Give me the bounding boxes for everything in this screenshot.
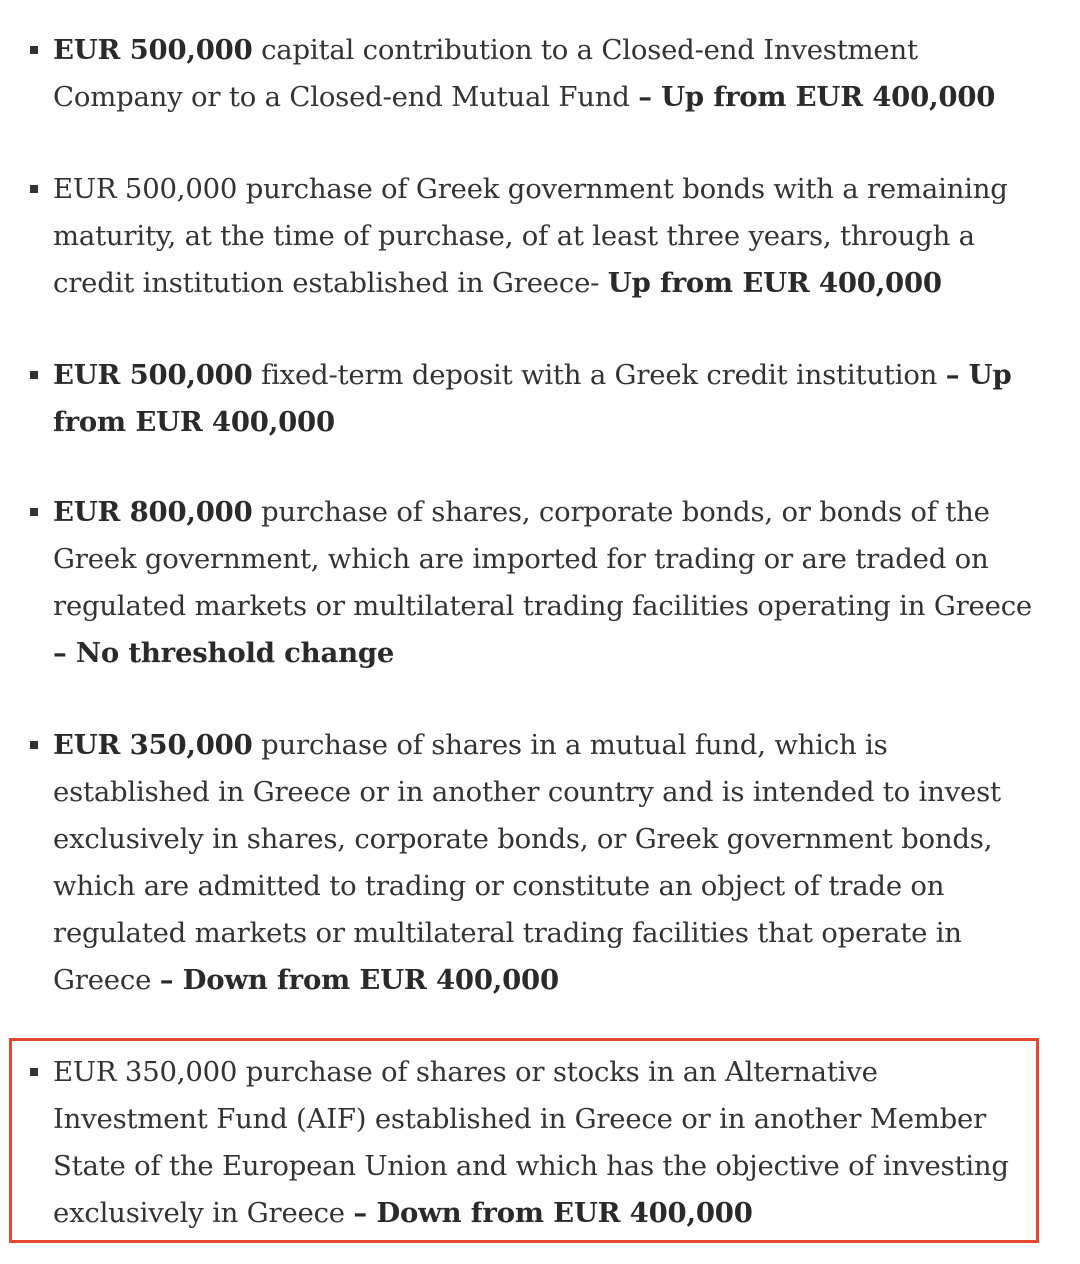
amount: EUR 800,000 <box>53 496 253 528</box>
bullet-icon <box>30 185 38 193</box>
amount: EUR 500,000 <box>53 359 253 391</box>
amount: EUR 500,000 <box>53 34 253 66</box>
list-item-text <box>53 722 1038 1004</box>
list-item <box>28 27 1038 121</box>
list-item <box>28 722 1038 1004</box>
highlight-box <box>9 1038 1039 1243</box>
description: purchase of shares in a mutual fund, which is established in Greece or in another country and is intended to invest exclusively in shares, corporate bonds, or Greek government bonds, which are admitted to trading or constitute an object of trade on regulated markets or multilateral trading facilities that operate in Greece <box>53 729 1001 996</box>
threshold-change: – Up from EUR 400,000 <box>53 359 1012 438</box>
threshold-change: – Down from EUR 400,000 <box>353 1197 753 1229</box>
list-item <box>28 352 1038 446</box>
list-item <box>28 489 1038 677</box>
threshold-change: Up from EUR 400,000 <box>607 267 942 299</box>
list-item-text <box>53 166 1038 307</box>
list-item-text <box>53 352 1038 446</box>
amount: EUR 500,000 <box>53 173 238 205</box>
bullet-icon <box>30 508 38 516</box>
threshold-change: – Up from EUR 400,000 <box>638 81 996 113</box>
description: capital contribution to a Closed-end Investment Company or to a Closed-end Mutual Fund <box>53 34 918 113</box>
description: EUR 350,000 purchase of shares or stocks in an Alternative Investment Fund (AIF) established in Greece or in another Member State of the European Union and which has the objective of investing exclusively in Greece <box>53 1056 1009 1229</box>
list-item-text <box>53 27 1038 121</box>
bullet-icon <box>30 371 38 379</box>
threshold-change: – No threshold change <box>53 637 395 669</box>
amount: EUR 350,000 <box>53 729 253 761</box>
list-item <box>28 166 1038 307</box>
description: purchase of shares, corporate bonds, or bonds of the Greek government, which are imported for trading or are traded on regulated markets or multilateral trading facilities operating in Greece <box>53 496 1032 622</box>
description: purchase of Greek government bonds with a remaining maturity, at the time of purchase, of at least three years, through a credit institution established in Greece- <box>53 173 1008 299</box>
threshold-change: – Down from EUR 400,000 <box>159 964 559 996</box>
list-item-text <box>53 489 1038 677</box>
bullet-icon <box>30 46 38 54</box>
bullet-icon <box>30 741 38 749</box>
description: fixed-term deposit with a Greek credit institution <box>252 359 946 391</box>
